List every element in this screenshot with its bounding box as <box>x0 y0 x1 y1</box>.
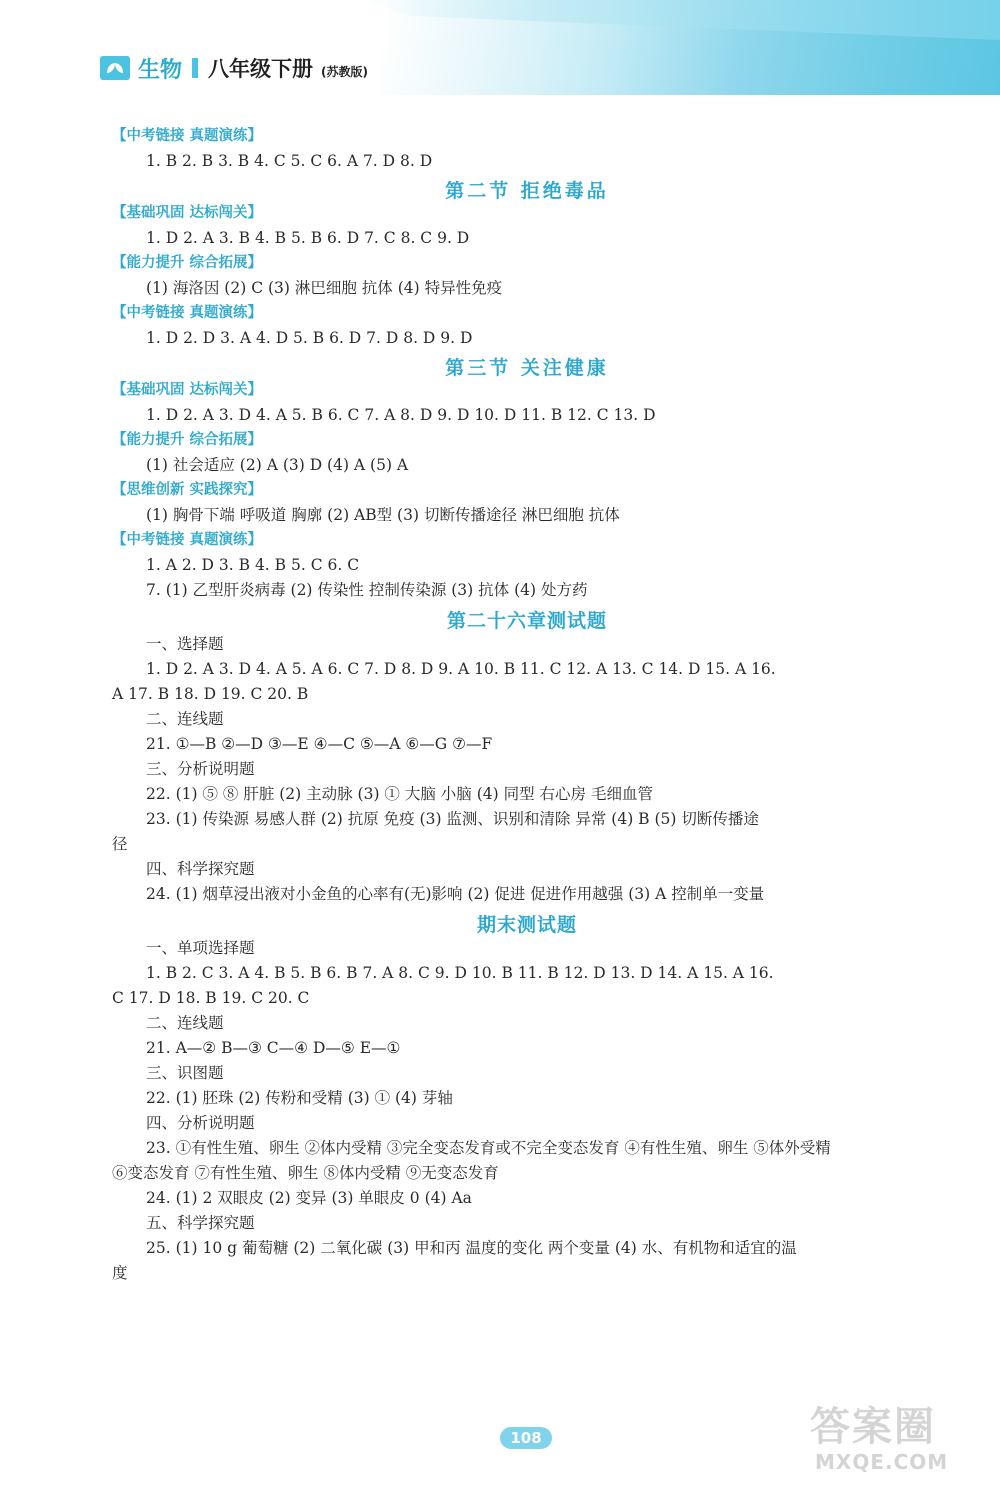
answer-line: 1. D 2. A 3. D 4. A 5. B 6. C 7. A 8. D 9. D 10. D 11. B 12. C 13. D <box>146 406 656 424</box>
answer-line: 21. A—② B—③ C—④ D—⑤ E—① <box>146 1039 401 1057</box>
section-tag: 【能力提升 综合拓展】 <box>112 255 263 271</box>
answer-line: (1) 海洛因 (2) C (3) 淋巴细胞 抗体 (4) 特异性免疫 <box>146 279 503 297</box>
answer-line: 24. (1) 烟草浸出液对小金鱼的心率有(无)影响 (2) 促进 促进作用越强 (3) A 控制单一变量 <box>146 885 765 903</box>
answer-line: (1) 社会适应 (2) A (3) D (4) A (5) A <box>146 456 409 474</box>
answer-line: 1. D 2. A 3. B 4. B 5. B 6. D 7. C 8. C 9. D <box>146 229 470 247</box>
section-tag: 【基础巩固 达标闯关】 <box>112 382 263 398</box>
question-type-heading: 三、分析说明题 <box>146 760 255 778</box>
answer-line: 1. B 2. B 3. B 4. C 5. C 6. A 7. D 8. D <box>146 152 433 170</box>
page-header <box>100 50 368 86</box>
grade-title: 八年级下册 <box>208 57 314 81</box>
question-type-heading: 四、分析说明题 <box>146 1114 255 1132</box>
answer-line: 23. ①有性生殖、卵生 ②体内受精 ③完全变态发育或不完全变态发育 ④有性生殖、卵生 ⑤体外受精 <box>146 1139 831 1157</box>
watermark-text: 答案圈 <box>810 1404 936 1450</box>
answer-line: 7. (1) 乙型肝炎病毒 (2) 传染性 控制传染源 (3) 抗体 (4) 处方药 <box>146 581 588 599</box>
subject-title: 生物 <box>138 57 183 83</box>
answer-line: 1. D 2. D 3. A 4. D 5. B 6. D 7. D 8. D 9. D <box>146 329 473 347</box>
answer-line: 1. A 2. D 3. B 4. B 5. C 6. C <box>146 556 360 574</box>
header-separator <box>192 58 198 78</box>
section-title: 第三节 关注健康 <box>445 357 609 379</box>
chapter-test-title: 第二十六章测试题 <box>446 610 607 632</box>
answer-line: 22. (1) ⑤ ⑧ 肝脏 (2) 主动脉 (3) ① 大脑 小脑 (4) 同型 右心房 毛细血管 <box>146 785 653 803</box>
section-title: 第二节 拒绝毒品 <box>445 180 609 202</box>
final-test-title: 期末测试题 <box>476 914 577 936</box>
page-number: 108 <box>500 1427 552 1449</box>
answer-line: ⑥变态发育 ⑦有性生殖、卵生 ⑧体内受精 ⑨无变态发育 <box>112 1164 499 1182</box>
question-type-heading: 一、选择题 <box>146 635 224 653</box>
question-type-heading: 三、识图题 <box>146 1064 224 1082</box>
section-tag: 【中考链接 真题演练】 <box>112 305 263 321</box>
answer-line: 24. (1) 2 双眼皮 (2) 变异 (3) 单眼皮 0 (4) Aa <box>146 1189 472 1207</box>
answer-line: 23. (1) 传染源 易感人群 (2) 抗原 免疫 (3) 监测、识别和清除 异常 (4) B (5) 切断传播途 <box>146 810 759 828</box>
answer-line: (1) 胸骨下端 呼吸道 胸廓 (2) AB型 (3) 切断传播途径 淋巴细胞 抗体 <box>146 506 620 524</box>
question-type-heading: 四、科学探究题 <box>146 860 255 878</box>
watermark-url: MXQE.COM <box>815 1450 949 1474</box>
answer-line: 1. B 2. C 3. A 4. B 5. B 6. B 7. A 8. C 9. D 10. B 11. B 12. D 13. D 14. A 15. A 16. <box>146 964 774 982</box>
edition-label: (苏教版) <box>321 64 368 79</box>
question-type-heading: 一、单项选择题 <box>146 939 255 957</box>
answer-line: C 17. D 18. B 19. C 20. C <box>112 989 310 1007</box>
answer-line: A 17. B 18. D 19. C 20. B <box>112 685 309 703</box>
section-tag: 【能力提升 综合拓展】 <box>112 432 263 448</box>
section-tag: 【中考链接 真题演练】 <box>112 532 263 548</box>
question-type-heading: 二、连线题 <box>146 710 224 728</box>
watermark <box>780 1395 990 1480</box>
answer-line: 25. (1) 10 g 葡萄糖 (2) 二氧化碳 (3) 甲和丙 温度的变化 两个变量 (4) 水、有机物和适宜的温 <box>146 1239 797 1257</box>
answer-line: 22. (1) 胚珠 (2) 传粉和受精 (3) ① (4) 芽轴 <box>146 1089 453 1107</box>
question-type-heading: 五、科学探究题 <box>146 1214 255 1232</box>
question-type-heading: 二、连线题 <box>146 1014 224 1032</box>
answer-line: 21. ①—B ②—D ③—E ④—C ⑤—A ⑥—G ⑦—F <box>146 735 493 753</box>
leaf-logo-icon <box>100 56 130 80</box>
answer-line: 径 <box>112 835 128 853</box>
section-tag: 【思维创新 实践探究】 <box>112 482 263 498</box>
answer-line: 度 <box>112 1264 128 1282</box>
section-tag: 【中考链接 真题演练】 <box>112 128 263 144</box>
answer-line: 1. D 2. A 3. D 4. A 5. A 6. C 7. D 8. D 9. A 10. B 11. C 12. A 13. C 14. D 15. A 16. <box>146 660 776 678</box>
section-tag: 【基础巩固 达标闯关】 <box>112 205 263 221</box>
